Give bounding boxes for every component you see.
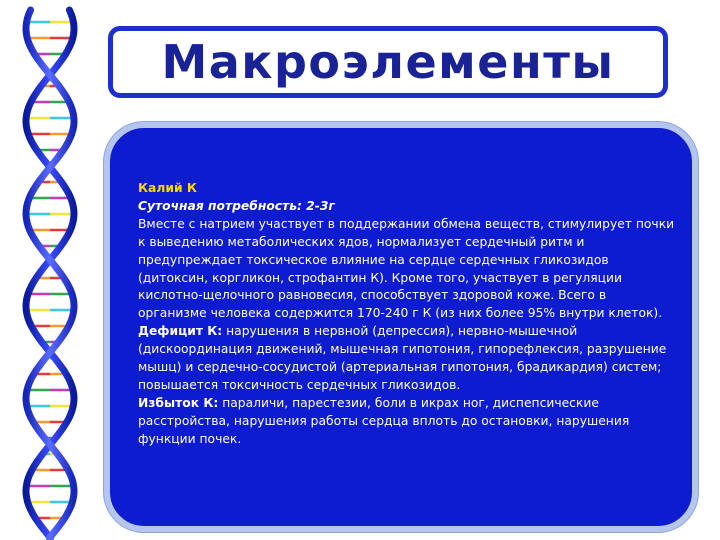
excess-label: Избыток К: — [138, 395, 219, 410]
daily-need: Суточная потребность: 2-3г — [138, 198, 335, 213]
element-heading: Калий К — [138, 181, 197, 195]
content-panel — [104, 122, 698, 532]
deficit-text: нарушения в нервной (депрессия), нервно-мышечной (дискоординация движений, мышечная гипотония, гипорефлексия, разрушение мышц) и сердечно-сосудистой (артериальная гипотония, брадикардия) систем; повышается токсичность сердечных гликозидов. — [138, 324, 667, 392]
title-box — [108, 26, 668, 98]
dna-helix-icon — [10, 0, 90, 540]
deficit-label: Дефицит К: — [138, 324, 223, 339]
content-text — [138, 180, 678, 449]
description: Вместе с натрием участвует в поддержании обмена веществ, стимулирует почки к выведению метаболических ядов, нормализует сердечный ритм и предупреждает токсическое влияние на сердце сердечных гликозидов (дитоксин, коргликон, строфантин К). Кроме того, участвует в регуляции кислотно-щелочного равновесия, способствует здоровой коже. Всего в организме человека содержится 170-240 г К (из них более 95% внутри клеток). — [138, 216, 675, 321]
excess-text: параличи, парестезии, боли в икрах ног, диспепсические расстройства, нарушения работы сердца вплоть до остановки, нарушения функции почек. — [138, 395, 630, 446]
slide-title: Макроэлементы — [161, 35, 615, 89]
